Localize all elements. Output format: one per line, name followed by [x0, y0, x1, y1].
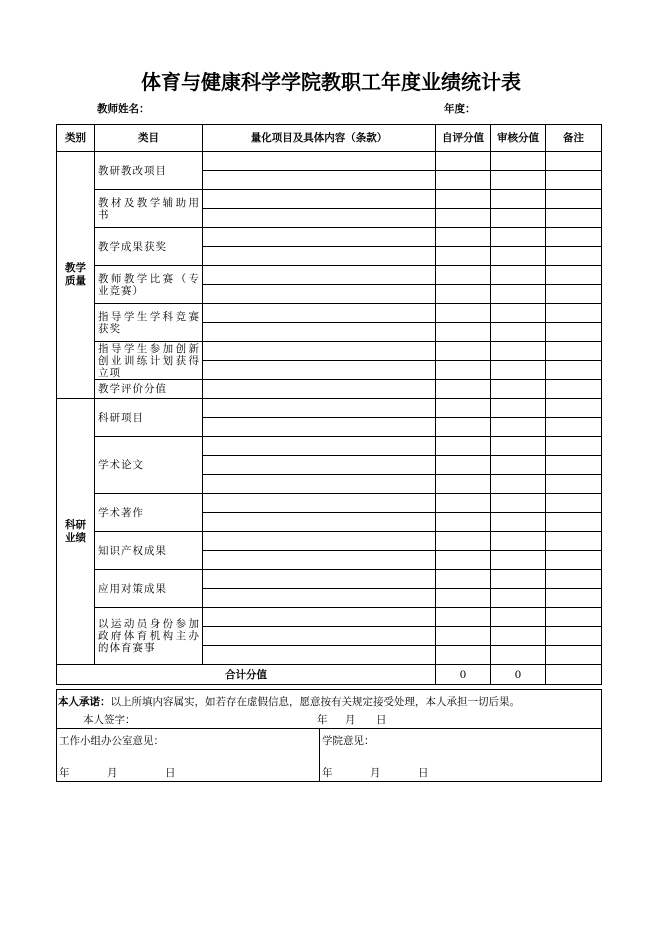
item-label: 教学成果获奖	[95, 228, 203, 266]
self-score-cell[interactable]	[436, 342, 491, 361]
table-header-row	[57, 125, 602, 152]
category-label: 科研业绩	[65, 518, 86, 544]
remark-cell[interactable]	[546, 228, 602, 247]
self-score-cell[interactable]	[436, 437, 491, 456]
header-self-score: 自评分值	[436, 125, 491, 152]
item-label: 教学评价分值	[95, 380, 203, 399]
self-score-cell[interactable]	[436, 209, 491, 228]
self-score-cell[interactable]	[436, 228, 491, 247]
header-category: 类别	[57, 125, 95, 152]
content-cell[interactable]	[203, 494, 436, 513]
signature-label: 本人签字：	[83, 714, 136, 726]
performance-table	[56, 124, 602, 685]
self-score-cell[interactable]	[436, 285, 491, 304]
self-score-cell[interactable]	[436, 456, 491, 475]
review-score-cell[interactable]	[491, 190, 546, 209]
remark-cell[interactable]	[546, 209, 602, 228]
remark-cell[interactable]	[546, 494, 602, 513]
year-label: 年度：	[444, 103, 476, 115]
item-label: 教研教改项目	[95, 152, 203, 190]
content-cell[interactable]	[203, 247, 436, 266]
table-row	[57, 266, 602, 285]
content-cell[interactable]	[203, 437, 436, 456]
total-row	[57, 665, 602, 685]
review-score-cell[interactable]	[491, 171, 546, 190]
table-row	[57, 228, 602, 247]
self-score-cell[interactable]	[436, 627, 491, 646]
remark-cell[interactable]	[546, 513, 602, 532]
content-cell[interactable]	[203, 380, 436, 399]
review-score-cell[interactable]	[491, 494, 546, 513]
review-score-cell[interactable]	[491, 380, 546, 399]
review-score-cell[interactable]	[491, 551, 546, 570]
self-score-cell[interactable]	[436, 418, 491, 437]
review-score-cell[interactable]	[491, 513, 546, 532]
content-cell[interactable]	[203, 190, 436, 209]
table-row	[57, 437, 602, 456]
review-score-cell[interactable]	[491, 589, 546, 608]
item-label: 学术论文	[95, 437, 203, 494]
content-cell[interactable]	[203, 342, 436, 361]
self-score-cell[interactable]	[436, 513, 491, 532]
college-date-month: 月	[370, 767, 381, 779]
self-score-cell[interactable]	[436, 304, 491, 323]
self-score-cell[interactable]	[436, 532, 491, 551]
self-score-cell[interactable]	[436, 646, 491, 665]
total-review-score: 0	[491, 665, 546, 685]
review-score-cell[interactable]	[491, 209, 546, 228]
total-label: 合计分值	[57, 665, 436, 685]
college-date-day: 日	[418, 767, 429, 779]
content-cell[interactable]	[203, 627, 436, 646]
content-cell[interactable]	[203, 228, 436, 247]
remark-cell[interactable]	[546, 627, 602, 646]
category-label: 教学质量	[65, 262, 86, 287]
review-score-cell[interactable]	[491, 646, 546, 665]
remark-cell[interactable]	[546, 190, 602, 209]
college-date-year: 年	[322, 767, 333, 779]
pledge-date-year: 年	[317, 714, 328, 726]
review-score-cell[interactable]	[491, 437, 546, 456]
remark-cell[interactable]	[546, 304, 602, 323]
table-row	[57, 304, 602, 323]
remark-cell[interactable]	[546, 380, 602, 399]
remark-cell[interactable]	[546, 532, 602, 551]
remark-cell[interactable]	[546, 437, 602, 456]
review-score-cell[interactable]	[491, 608, 546, 627]
review-score-cell[interactable]	[491, 304, 546, 323]
header-item: 类目	[95, 125, 203, 152]
self-score-cell[interactable]	[436, 152, 491, 171]
table-row	[57, 570, 602, 589]
college-opinion-cell[interactable]	[320, 729, 602, 782]
review-score-cell[interactable]	[491, 247, 546, 266]
table-row	[57, 494, 602, 513]
review-score-cell[interactable]	[491, 266, 546, 285]
page-title: 体育与健康科学学院教职工年度业绩统计表	[141, 70, 521, 94]
content-cell[interactable]	[203, 323, 436, 342]
remark-cell[interactable]	[546, 323, 602, 342]
remark-cell[interactable]	[546, 646, 602, 665]
remark-cell[interactable]	[546, 589, 602, 608]
item-label: 科研项目	[95, 399, 203, 437]
review-score-cell[interactable]	[491, 399, 546, 418]
remark-cell[interactable]	[546, 171, 602, 190]
self-score-cell[interactable]	[436, 361, 491, 380]
remark-cell[interactable]	[546, 456, 602, 475]
signature-table	[56, 689, 602, 782]
office-date-month: 月	[107, 767, 118, 779]
content-cell[interactable]	[203, 361, 436, 380]
remark-cell[interactable]	[546, 342, 602, 361]
remark-cell[interactable]	[546, 247, 602, 266]
content-cell[interactable]	[203, 551, 436, 570]
self-score-cell[interactable]	[436, 247, 491, 266]
content-cell[interactable]	[203, 608, 436, 627]
review-score-cell[interactable]	[491, 285, 546, 304]
review-score-cell[interactable]	[491, 342, 546, 361]
pledge-text: 以上所填内容属实，如若存在虚假信息，愿意按有关规定接受处理，本人承担一切后果。	[110, 696, 520, 708]
total-self-score: 0	[436, 665, 491, 685]
self-score-cell[interactable]	[436, 589, 491, 608]
content-cell[interactable]	[203, 475, 436, 494]
content-cell[interactable]	[203, 532, 436, 551]
self-score-cell[interactable]	[436, 608, 491, 627]
table-row	[57, 152, 602, 171]
self-score-cell[interactable]	[436, 475, 491, 494]
remark-cell[interactable]	[546, 285, 602, 304]
content-cell[interactable]	[203, 304, 436, 323]
header-remark: 备注	[546, 125, 602, 152]
content-cell[interactable]	[203, 285, 436, 304]
content-cell[interactable]	[203, 646, 436, 665]
content-cell[interactable]	[203, 209, 436, 228]
office-opinion-label: 工作小组办公室意见：	[59, 735, 164, 747]
content-cell[interactable]	[203, 513, 436, 532]
item-label: 指导学生参加创新创业训练计划获得立项	[95, 342, 203, 380]
self-score-cell[interactable]	[436, 570, 491, 589]
content-cell[interactable]	[203, 152, 436, 171]
review-score-cell[interactable]	[491, 475, 546, 494]
remark-cell[interactable]	[546, 475, 602, 494]
self-score-cell[interactable]	[436, 380, 491, 399]
review-score-cell[interactable]	[491, 152, 546, 171]
teacher-name-label: 教师姓名：	[97, 103, 150, 115]
header-review-score: 审核分值	[491, 125, 546, 152]
remark-cell[interactable]	[546, 152, 602, 171]
table-row	[57, 399, 602, 418]
self-score-cell[interactable]	[436, 323, 491, 342]
header-content: 量化项目及具体内容（条款）	[203, 125, 436, 152]
self-score-cell[interactable]	[436, 266, 491, 285]
review-score-cell[interactable]	[491, 361, 546, 380]
remark-cell[interactable]	[546, 361, 602, 380]
table-row	[57, 532, 602, 551]
table-row	[57, 190, 602, 209]
item-label: 以运动员身份参加政府体育机构主办的体育赛事	[95, 608, 203, 665]
category-cell	[57, 152, 95, 399]
item-label: 教材及教学辅助用书	[95, 190, 203, 228]
self-score-cell[interactable]	[436, 190, 491, 209]
self-score-cell[interactable]	[436, 551, 491, 570]
content-cell[interactable]	[203, 589, 436, 608]
remark-cell[interactable]	[546, 266, 602, 285]
review-score-cell[interactable]	[491, 323, 546, 342]
content-cell[interactable]	[203, 456, 436, 475]
category-cell	[57, 399, 95, 665]
item-label: 学术著作	[95, 494, 203, 532]
content-cell[interactable]	[203, 171, 436, 190]
item-label: 知识产权成果	[95, 532, 203, 570]
table-row	[57, 342, 602, 361]
item-label: 应用对策成果	[95, 570, 203, 608]
remark-cell[interactable]	[546, 418, 602, 437]
review-score-cell[interactable]	[491, 456, 546, 475]
total-remark[interactable]	[546, 665, 602, 685]
remark-cell[interactable]	[546, 399, 602, 418]
self-score-cell[interactable]	[436, 399, 491, 418]
remark-cell[interactable]	[546, 570, 602, 589]
pledge-date-day: 日	[376, 714, 387, 726]
review-score-cell[interactable]	[491, 228, 546, 247]
self-score-cell[interactable]	[436, 171, 491, 190]
table-row	[57, 608, 602, 627]
item-label: 指导学生学科竞赛获奖	[95, 304, 203, 342]
pledge-date-month: 月	[345, 714, 356, 726]
content-cell[interactable]	[203, 418, 436, 437]
remark-cell[interactable]	[546, 608, 602, 627]
content-cell[interactable]	[203, 266, 436, 285]
pledge-cell	[57, 690, 602, 729]
self-score-cell[interactable]	[436, 494, 491, 513]
review-score-cell[interactable]	[491, 627, 546, 646]
content-cell[interactable]	[203, 570, 436, 589]
college-opinion-label: 学院意见：	[322, 735, 375, 747]
office-opinion-cell[interactable]	[57, 729, 320, 782]
review-score-cell[interactable]	[491, 532, 546, 551]
review-score-cell[interactable]	[491, 570, 546, 589]
review-score-cell[interactable]	[491, 418, 546, 437]
remark-cell[interactable]	[546, 551, 602, 570]
item-label: 教师教学比赛（专业竞赛）	[95, 266, 203, 304]
content-cell[interactable]	[203, 399, 436, 418]
pledge-label: 本人承诺：	[58, 696, 111, 708]
office-date-day: 日	[165, 767, 176, 779]
table-row	[57, 380, 602, 399]
office-date-year: 年	[59, 767, 70, 779]
